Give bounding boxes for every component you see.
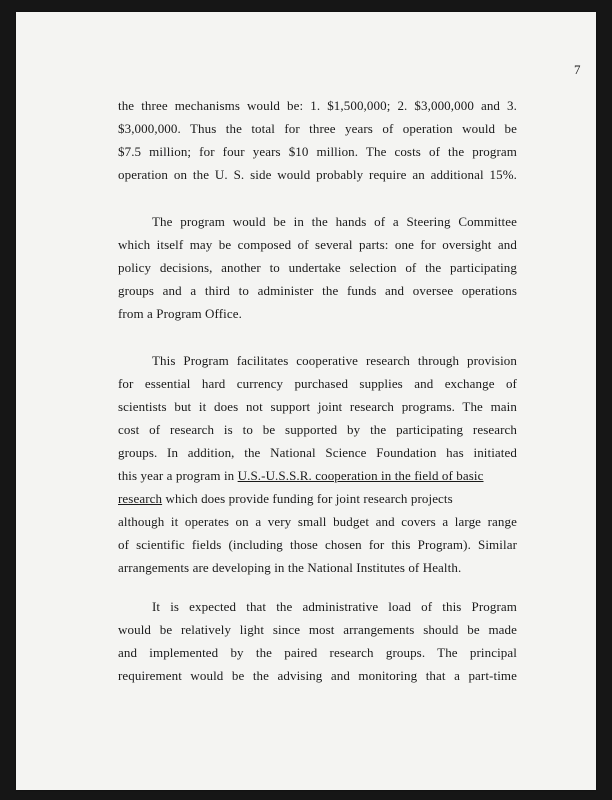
paragraph-3-line-3: scientists but it does not support joint research programs. The main [118,399,517,414]
paragraph-4-line-4: requirement would be the advising and monitoring that a part-time [118,668,517,683]
paragraph-3-line-10: arrangements are developing in the National Institutes of Health. [118,560,462,575]
paragraph-4-line-1: It is expected that the administrative load of this Program [152,599,517,614]
paragraph-2-line-3: policy decisions, another to undertake selection of the participating [118,260,517,275]
paragraph-1-line-3: $7.5 million; for four years $10 million. The costs of the program [118,144,517,159]
underlined-program-title-part-2: research [118,491,163,506]
document-page [16,12,596,790]
paragraph-3-line-7-rest: which does provide funding for joint research projects [162,491,453,506]
paragraph-2-line-2: which itself may be composed of several parts: one for oversight and [118,237,517,252]
paragraph-3-line-2: for essential hard currency purchased supplies and exchange of [118,376,517,391]
paragraph-4-line-3: and implemented by the paired research groups. The principal [118,645,517,660]
paragraph-3-line-9: of scientific fields (including those chosen for this Program). Similar [118,537,517,552]
paragraph-3-line-1: This Program facilitates cooperative research through provision [152,353,517,368]
paragraph-3-line-8: although it operates on a very small budget and covers a large range [118,514,517,529]
paragraph-3-line-6 [118,468,484,484]
paragraph-1-line-2: $3,000,000. Thus the total for three years of operation would be [118,121,517,136]
paragraph-3-line-4: cost of research is to be supported by the participating research [118,422,517,437]
paragraph-4-line-2: would be relatively light since most arrangements should be made [118,622,517,637]
paragraph-2-line-5: from a Program Office. [118,306,242,321]
page-number: 7 [574,62,581,77]
paragraph-2-line-1: The program would be in the hands of a Steering Committee [152,214,517,229]
paragraph-1-line-4: operation on the U. S. side would probably require an additional 15%. [118,167,517,182]
paragraph-2-line-4: groups and a third to administer the funds and oversee operations [118,283,517,298]
paragraph-3-line-6-prefix: this year a program in [118,468,238,483]
underlined-program-title-part-1: U.S.-U.S.S.R. cooperation in the field of basic [237,468,484,483]
paragraph-1-line-1: the three mechanisms would be: 1. $1,500,000; 2. $3,000,000 and 3. [118,98,517,113]
paragraph-3-line-5: groups. In addition, the National Science Foundation has initiated [118,445,517,460]
paragraph-3-line-7 [118,491,453,507]
